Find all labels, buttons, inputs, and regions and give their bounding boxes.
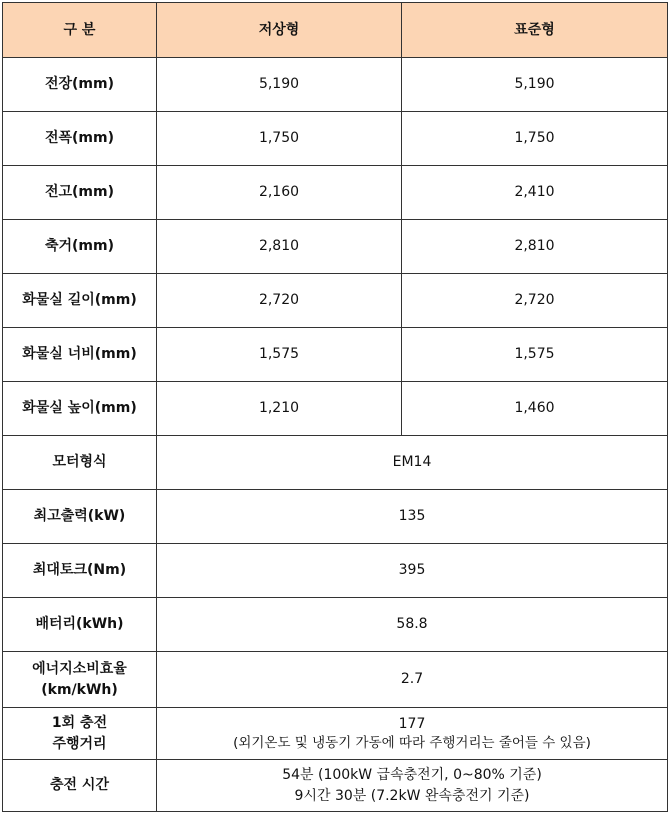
row-label	[3, 652, 157, 708]
efficiency-row	[3, 652, 668, 708]
header-standard: 표준형	[402, 3, 668, 58]
std-value: 2,720	[402, 274, 668, 328]
power-value: 135	[157, 490, 668, 544]
row-label: 전장(mm)	[3, 58, 157, 112]
header-category: 구 분	[3, 3, 157, 58]
battery-row	[3, 598, 668, 652]
power-row	[3, 490, 668, 544]
spec-table	[2, 2, 668, 812]
std-value: 5,190	[402, 58, 668, 112]
row-label: 최고출력(kW)	[3, 490, 157, 544]
low-value: 1,575	[157, 328, 402, 382]
torque-row	[3, 544, 668, 598]
table-row	[3, 58, 668, 112]
row-label: 화물실 길이(mm)	[3, 274, 157, 328]
header-low-floor: 저상형	[157, 3, 402, 58]
row-label: 화물실 높이(mm)	[3, 382, 157, 436]
row-label: 전폭(mm)	[3, 112, 157, 166]
range-row	[3, 708, 668, 760]
range-label-line2: 주행거리	[52, 735, 107, 752]
row-label: 화물실 너비(mm)	[3, 328, 157, 382]
std-value: 1,750	[402, 112, 668, 166]
row-label: 충전 시간	[3, 760, 157, 812]
charge-value-cell	[157, 760, 668, 812]
low-value: 2,810	[157, 220, 402, 274]
charge-row	[3, 760, 668, 812]
range-note: (외기온도 및 냉동기 가동에 따라 주행거리는 줄어들 수 있음)	[233, 734, 591, 751]
low-value: 1,750	[157, 112, 402, 166]
charge-slow: 9시간 30분 (7.2kW 완속충전기 기준)	[294, 787, 530, 804]
motor-value: EM14	[157, 436, 668, 490]
efficiency-label-line2: (km/kWh)	[41, 681, 118, 698]
std-value: 1,575	[402, 328, 668, 382]
row-label: 전고(mm)	[3, 166, 157, 220]
row-label: 축거(mm)	[3, 220, 157, 274]
battery-value: 58.8	[157, 598, 668, 652]
low-value: 2,160	[157, 166, 402, 220]
table-row	[3, 328, 668, 382]
range-value: 177	[398, 715, 426, 732]
efficiency-label-line1: 에너지소비효율	[32, 661, 127, 678]
table-row	[3, 220, 668, 274]
std-value: 2,410	[402, 166, 668, 220]
row-label: 배터리(kWh)	[3, 598, 157, 652]
efficiency-value: 2.7	[157, 652, 668, 708]
torque-value: 395	[157, 544, 668, 598]
range-value-cell	[157, 708, 668, 760]
row-label: 모터형식	[3, 436, 157, 490]
low-value: 2,720	[157, 274, 402, 328]
row-label: 최대토크(Nm)	[3, 544, 157, 598]
table-row	[3, 382, 668, 436]
motor-row	[3, 436, 668, 490]
table-row	[3, 166, 668, 220]
header-row	[3, 3, 668, 58]
charge-fast: 54분 (100kW 급속충전기, 0~80% 기준)	[282, 767, 542, 784]
row-label	[3, 708, 157, 760]
low-value: 1,210	[157, 382, 402, 436]
std-value: 2,810	[402, 220, 668, 274]
low-value: 5,190	[157, 58, 402, 112]
table-row	[3, 274, 668, 328]
range-label-line1: 1회 충전	[51, 715, 108, 732]
std-value: 1,460	[402, 382, 668, 436]
table-row	[3, 112, 668, 166]
